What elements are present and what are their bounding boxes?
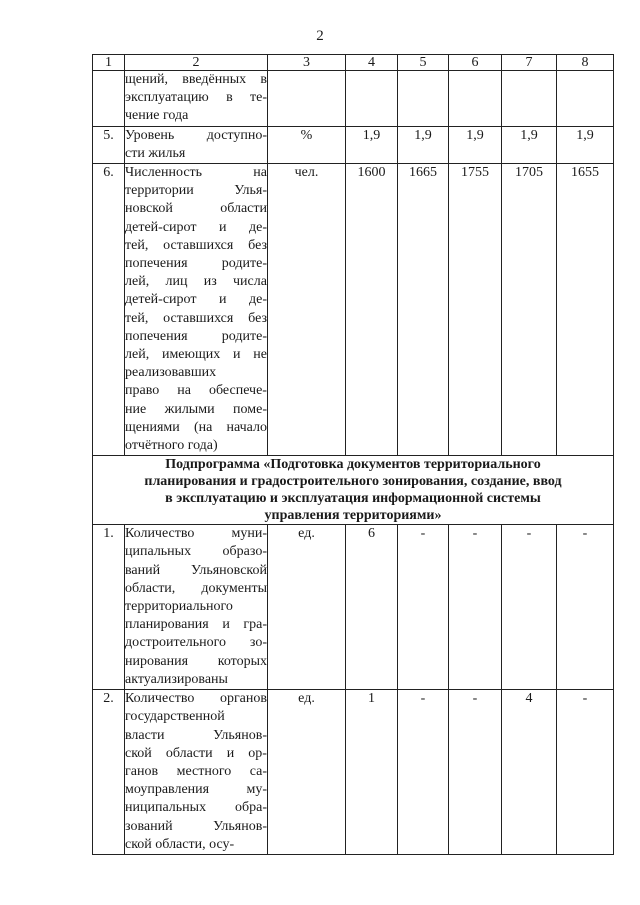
- table-body: [93, 55, 614, 855]
- value-cell: 1665: [398, 164, 449, 456]
- value-cell: 1,9: [557, 126, 614, 163]
- word: оставшихся: [163, 237, 234, 253]
- word: зований: [125, 818, 173, 834]
- subprogram-title-line: управления территориями»: [264, 508, 442, 524]
- word: документы: [201, 580, 267, 596]
- word: поме-: [233, 401, 267, 417]
- value-cell: -: [449, 525, 502, 690]
- word: и: [226, 745, 235, 761]
- value-cell: [398, 71, 449, 127]
- indicator-name-line: [125, 273, 267, 291]
- indicator-name-line: [125, 763, 267, 781]
- indicator-name-line: [125, 291, 267, 309]
- value-cell: 1,9: [449, 126, 502, 163]
- indicator-name-line: [125, 219, 267, 237]
- word: (на: [193, 419, 213, 435]
- indicator-name-line: [125, 781, 267, 799]
- indicator-name-line: [125, 310, 267, 328]
- value-cell: [346, 71, 398, 127]
- column-number: 3: [268, 55, 346, 71]
- indicator-name-line: [125, 346, 267, 364]
- indicator-name-line: [125, 580, 267, 598]
- indicator-name-line: [125, 543, 267, 561]
- column-number: 1: [93, 55, 125, 71]
- indicator-name-line: [125, 71, 267, 89]
- indicator-name-line: [125, 127, 267, 145]
- table-row: [93, 690, 614, 855]
- indicator-name-line: территориального: [125, 599, 233, 615]
- value-cell: [449, 71, 502, 127]
- indicator-name-line: [125, 634, 267, 652]
- word: в: [226, 90, 233, 106]
- indicator-name-line: государственной: [125, 709, 225, 725]
- word: детей-сирот: [125, 219, 197, 235]
- word: нирования: [125, 653, 189, 669]
- word: на: [177, 383, 191, 399]
- indicator-name-line: [125, 89, 267, 107]
- indicator-name-line: [125, 328, 267, 346]
- word: и: [218, 219, 227, 235]
- indicator-name-line: [125, 818, 267, 836]
- word: щений,: [125, 72, 168, 87]
- indicator-name: [125, 126, 268, 163]
- indicator-name: [125, 525, 268, 690]
- value-cell: 1705: [502, 164, 557, 456]
- column-number: 8: [557, 55, 614, 71]
- word: и: [218, 292, 227, 308]
- subprogram-row: [93, 456, 614, 525]
- indicator-name-line: [125, 525, 267, 543]
- word: оставшихся: [163, 310, 234, 326]
- value-cell: -: [557, 525, 614, 690]
- indicator-name-line: [125, 401, 267, 419]
- indicator-name-line: [125, 745, 267, 763]
- indicator-name-line: [125, 382, 267, 400]
- word: щениями: [125, 419, 180, 435]
- word: и: [222, 617, 230, 633]
- value-cell: 1: [346, 690, 398, 855]
- word: му-: [246, 782, 267, 798]
- value-cell: 1755: [449, 164, 502, 456]
- indicator-name-line: реализовавших: [125, 365, 217, 381]
- word: в: [260, 72, 267, 87]
- indicator-name-line: сти жилья: [125, 145, 186, 161]
- indicator-name-line: [125, 182, 267, 200]
- word: и: [233, 347, 241, 363]
- word: Уровень: [125, 127, 175, 143]
- indicator-name-line: чение года: [125, 108, 189, 124]
- word: области,: [125, 580, 176, 596]
- word: де-: [249, 292, 267, 308]
- value-cell: -: [502, 525, 557, 690]
- row-number: 6.: [93, 164, 125, 456]
- word: введённых: [182, 72, 247, 87]
- word: обра-: [235, 800, 267, 816]
- word: зо-: [249, 635, 267, 651]
- word: Улья-: [234, 183, 267, 199]
- word: лей,: [125, 274, 150, 290]
- word: детей-сирот: [125, 292, 197, 308]
- value-cell: 1,9: [502, 126, 557, 163]
- column-number: 2: [125, 55, 268, 71]
- indicator-name-line: [125, 690, 267, 708]
- value-cell: -: [398, 690, 449, 855]
- indicator-name-line: [125, 164, 267, 182]
- word: достроительного: [125, 635, 227, 651]
- word: области: [220, 201, 267, 217]
- word: новской: [125, 201, 173, 217]
- word: те-: [250, 90, 267, 106]
- column-number: 4: [346, 55, 398, 71]
- indicator-name-line: актуализированы: [125, 671, 228, 687]
- page-number: 2: [316, 28, 324, 44]
- word: Численность: [125, 165, 203, 181]
- subprogram-title-line: Подпрограмма «Подготовка документов территориального: [165, 457, 541, 473]
- word: родите-: [221, 328, 267, 344]
- word: эксплуатацию: [125, 90, 209, 106]
- word: Количество: [125, 691, 195, 707]
- word: са-: [249, 763, 267, 779]
- word: Ульяновской: [191, 562, 267, 578]
- unit-cell: чел.: [268, 164, 346, 456]
- word: числа: [233, 274, 267, 290]
- word: родите-: [221, 256, 267, 272]
- indicator-name-line: [125, 727, 267, 745]
- word: ципальных: [125, 544, 192, 560]
- indicator-name-line: [125, 255, 267, 273]
- indicator-name-line: отчётного года): [125, 438, 218, 454]
- indicators-table: [92, 54, 614, 855]
- word: тей,: [125, 310, 149, 326]
- indicator-name: [125, 71, 268, 127]
- word: Ульянов-: [213, 727, 267, 743]
- word: имеющих: [161, 347, 221, 363]
- word: Количество: [125, 526, 195, 542]
- row-number: 5.: [93, 126, 125, 163]
- word: ор-: [248, 745, 267, 761]
- word: жилыми: [164, 401, 215, 417]
- word: органов: [219, 691, 267, 707]
- indicator-name-line: [125, 799, 267, 817]
- value-cell: -: [449, 690, 502, 855]
- word: местного: [176, 763, 232, 779]
- value-cell: 1600: [346, 164, 398, 456]
- word: ние: [125, 401, 147, 417]
- word: попечения: [125, 328, 188, 344]
- indicator-name-line: [125, 419, 267, 437]
- unit-cell: ед.: [268, 690, 346, 855]
- unit-cell: ед.: [268, 525, 346, 690]
- indicator-name-line: [125, 237, 267, 255]
- value-cell: 1,9: [346, 126, 398, 163]
- unit-cell: %: [268, 126, 346, 163]
- indicator-name-line: [125, 653, 267, 671]
- row-number: 1.: [93, 525, 125, 690]
- value-cell: 6: [346, 525, 398, 690]
- word: власти: [125, 727, 165, 743]
- word: без: [248, 237, 267, 253]
- row-number: 2.: [93, 690, 125, 855]
- word: ской: [125, 745, 152, 761]
- word: ваний: [125, 562, 161, 578]
- table-row: [93, 71, 614, 127]
- unit-cell: [268, 71, 346, 127]
- word: которых: [217, 653, 267, 669]
- word: ганов: [125, 763, 159, 779]
- word: тей,: [125, 237, 149, 253]
- value-cell: -: [398, 525, 449, 690]
- row-number: [93, 71, 125, 127]
- word: без: [248, 310, 267, 326]
- column-number: 7: [502, 55, 557, 71]
- column-number-row: [93, 55, 614, 71]
- word: территории: [125, 183, 194, 199]
- word: на: [253, 165, 267, 181]
- word: гра-: [243, 617, 267, 633]
- word: доступно-: [206, 127, 267, 143]
- indicator-name-line: [125, 200, 267, 218]
- subprogram-title-line: в эксплуатацию и эксплуатация информационной системы: [165, 491, 541, 507]
- word: попечения: [125, 256, 188, 272]
- word: лиц: [165, 274, 188, 290]
- word: образо-: [222, 544, 267, 560]
- column-number: 5: [398, 55, 449, 71]
- subprogram-title: [93, 456, 614, 525]
- subprogram-title-line: планирования и градостроительного зонирования, создание, ввод: [144, 474, 562, 490]
- value-cell: 1,9: [398, 126, 449, 163]
- value-cell: 4: [502, 690, 557, 855]
- word: планирования: [125, 617, 209, 633]
- word: не: [253, 347, 267, 363]
- indicator-name-line: ской области, осу-: [125, 836, 235, 852]
- word: моуправления: [125, 782, 210, 798]
- word: из: [203, 274, 217, 290]
- word: области: [165, 745, 213, 761]
- indicator-name: [125, 164, 268, 456]
- word: де-: [249, 219, 267, 235]
- word: Ульянов-: [213, 818, 267, 834]
- indicator-name-line: [125, 562, 267, 580]
- word: начало: [226, 419, 267, 435]
- word: обеспече-: [208, 383, 267, 399]
- value-cell: -: [557, 690, 614, 855]
- value-cell: 1655: [557, 164, 614, 456]
- word: ниципальных: [125, 800, 207, 816]
- table-row: [93, 164, 614, 456]
- table-row: [93, 525, 614, 690]
- value-cell: [557, 71, 614, 127]
- table-row: [93, 126, 614, 163]
- indicator-name: [125, 690, 268, 855]
- column-number: 6: [449, 55, 502, 71]
- word: лей,: [125, 347, 150, 363]
- word: право: [125, 383, 160, 399]
- value-cell: [502, 71, 557, 127]
- word: муни-: [231, 526, 267, 542]
- indicator-name-line: [125, 616, 267, 634]
